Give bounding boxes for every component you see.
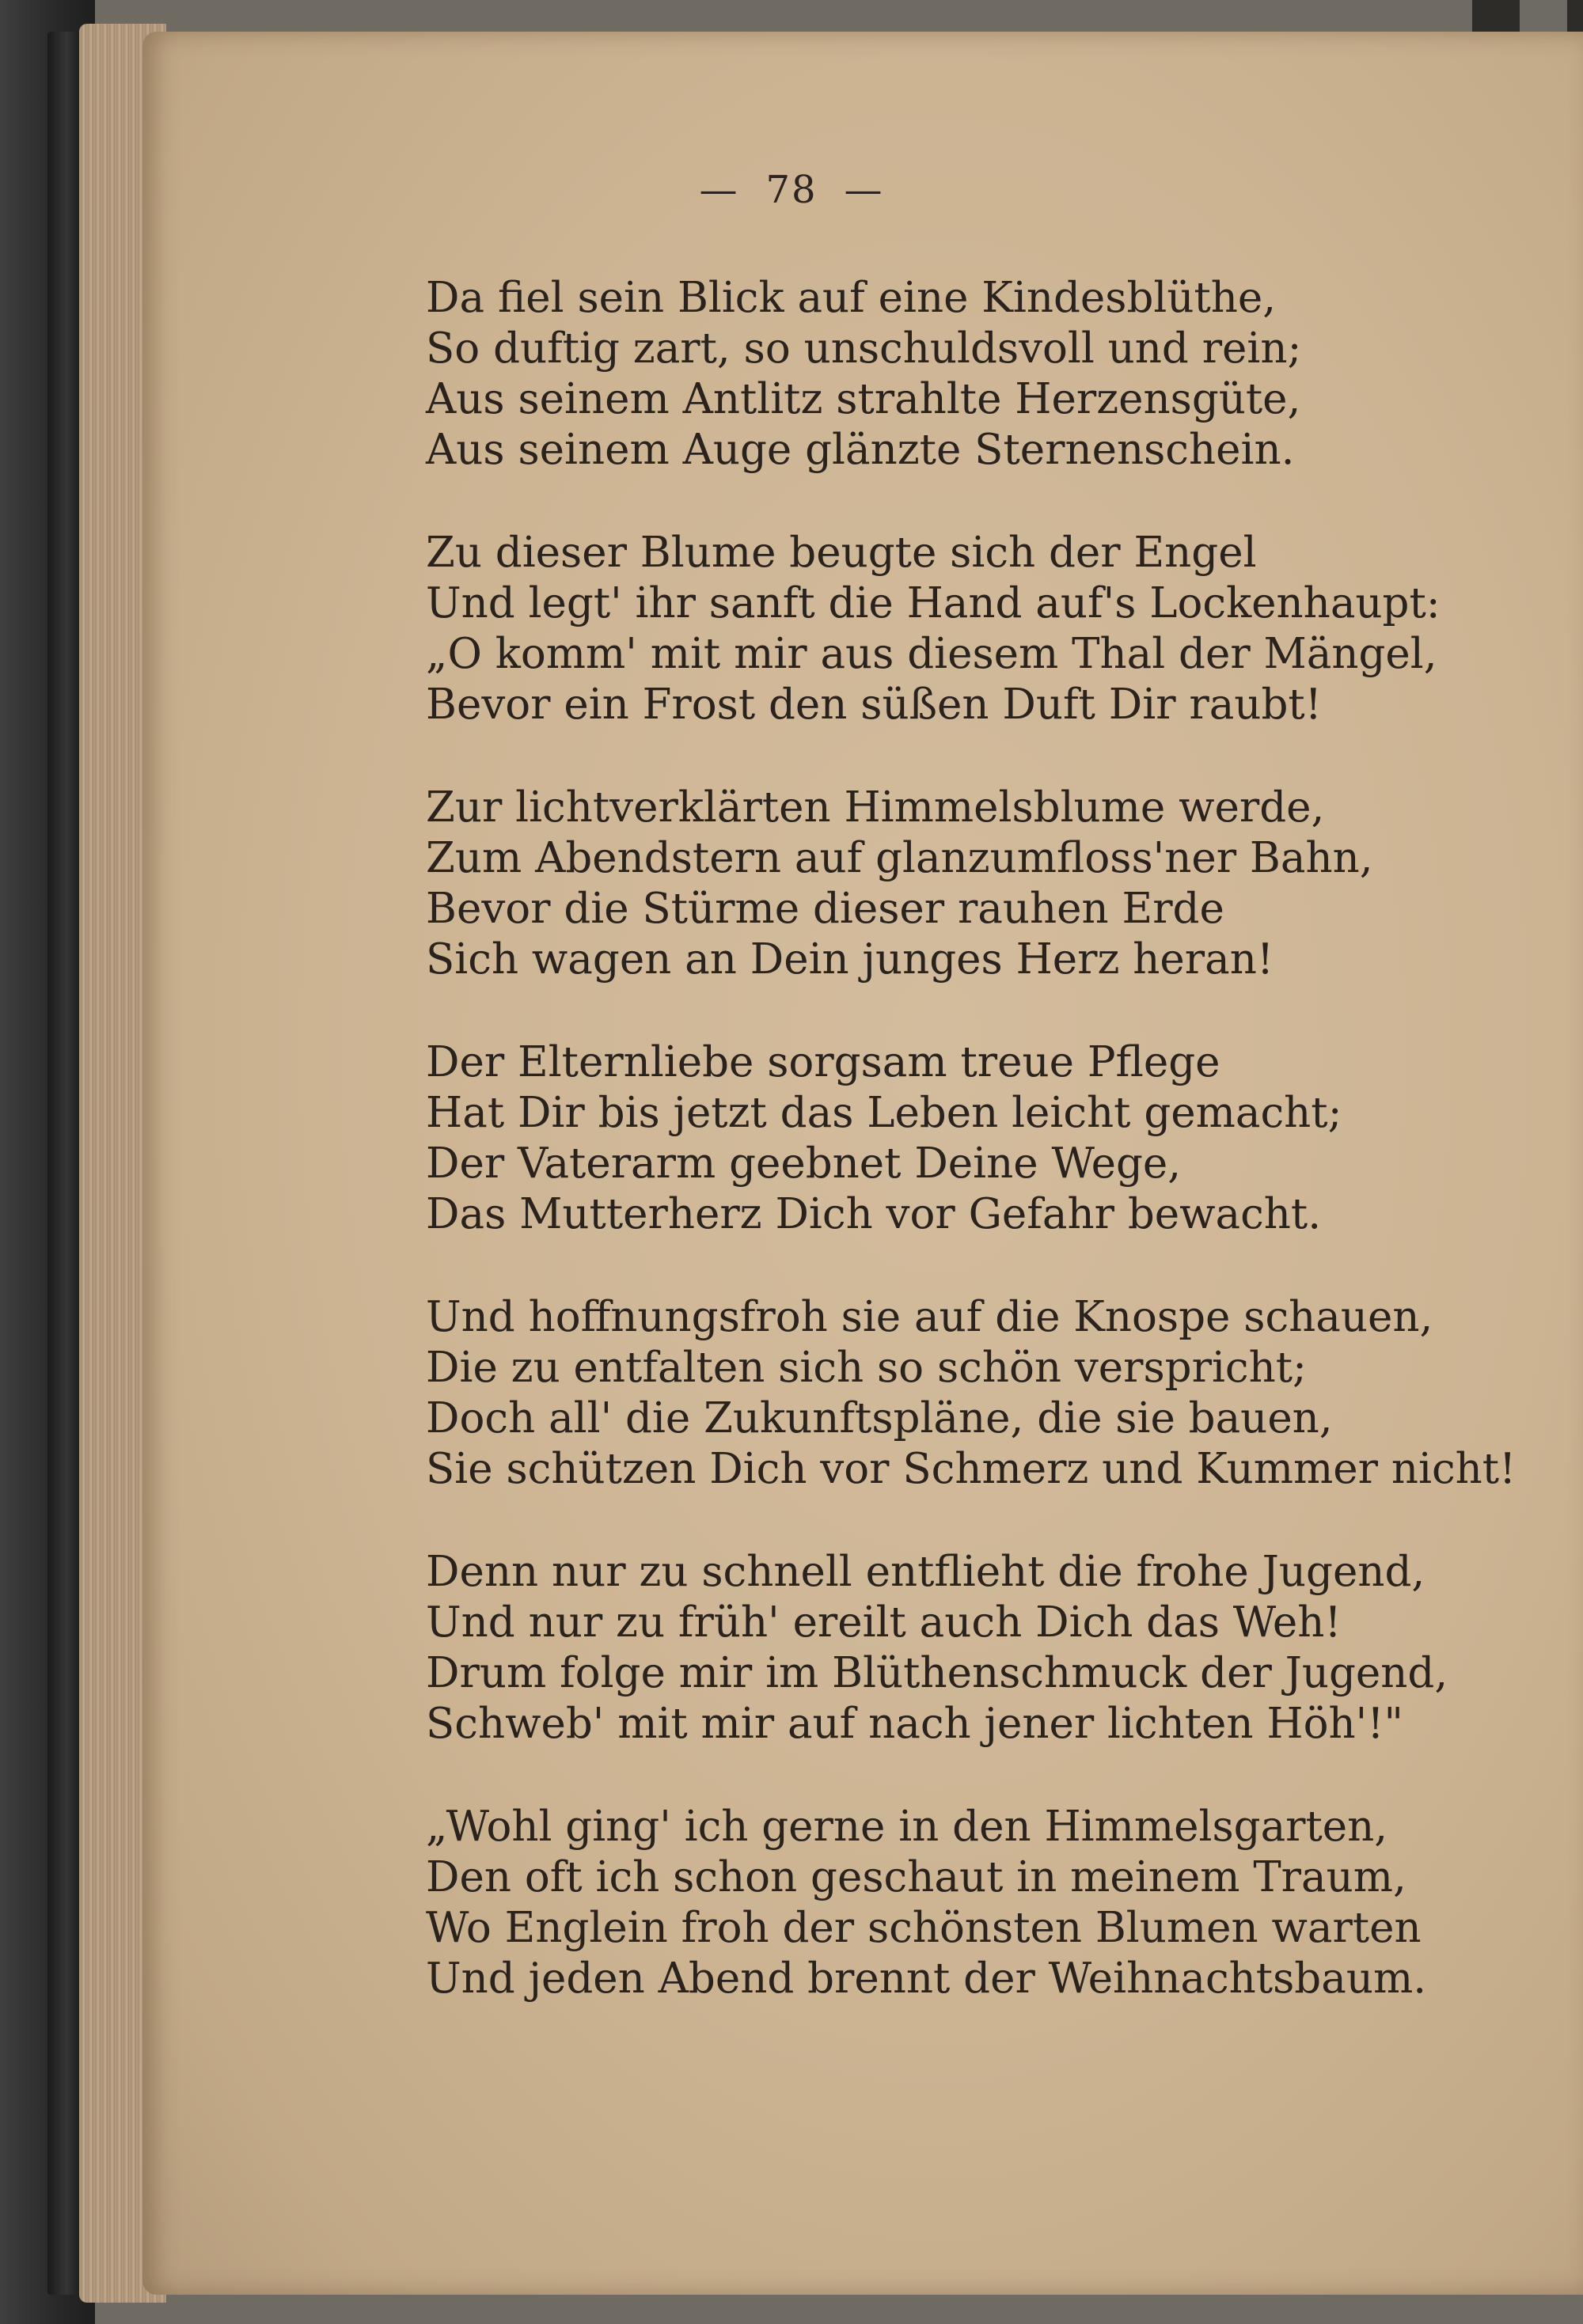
poem-line: Die zu entfalten sich so schön verspricht; bbox=[426, 1344, 1307, 1392]
poem-line: Der Vaterarm geebnet Deine Wege, bbox=[426, 1139, 1182, 1188]
page-number-dash-right: — bbox=[844, 168, 884, 212]
poem-line: Das Mutterherz Dich vor Gefahr bewacht. bbox=[426, 1190, 1322, 1238]
stanza-3 bbox=[426, 783, 1566, 985]
poem-line: „O komm' mit mir aus diesem Thal der Mängel, bbox=[426, 630, 1437, 678]
poem-line: Wo Englein froh der schönsten Blumen warten bbox=[426, 1904, 1422, 1952]
poem-line: Sie schützen Dich vor Schmerz und Kummer nicht! bbox=[426, 1445, 1517, 1493]
poem-text bbox=[426, 273, 1566, 2057]
poem-line: Zur lichtverklärten Himmelsblume werde, bbox=[426, 783, 1325, 832]
poem-line: Aus seinem Antlitz strahlte Herzensgüte, bbox=[426, 375, 1301, 423]
page-number: 78 bbox=[765, 168, 818, 212]
poem-line: Aus seinem Auge glänzte Sternenschein. bbox=[426, 426, 1295, 474]
poem-line: Der Elternliebe sorgsam treue Pflege bbox=[426, 1038, 1220, 1086]
poem-line: Zu dieser Blume beugte sich der Engel bbox=[426, 529, 1257, 577]
stanza-7 bbox=[426, 1802, 1566, 2004]
stanza-2 bbox=[426, 528, 1566, 730]
page-number-header bbox=[0, 168, 1583, 212]
cover-edge bbox=[47, 32, 79, 2295]
poem-line: Doch all' die Zukunftspläne, die sie bauen, bbox=[426, 1394, 1333, 1443]
poem-line: Sich wagen an Dein junges Herz heran! bbox=[426, 935, 1274, 984]
poem-line: So duftig zart, so unschuldsvoll und rein; bbox=[426, 324, 1302, 373]
poem-line: Hat Dir bis jetzt das Leben leicht gemacht; bbox=[426, 1089, 1342, 1137]
stanza-6 bbox=[426, 1547, 1566, 1750]
poem-line: Und legt' ihr sanft die Hand auf's Lockenhaupt: bbox=[426, 579, 1441, 627]
stanza-4 bbox=[426, 1037, 1566, 1240]
poem-line: Denn nur zu schnell entflieht die frohe Jugend, bbox=[426, 1548, 1425, 1596]
page-number-dash-left: — bbox=[699, 168, 739, 212]
poem-line: Und nur zu früh' ereilt auch Dich das Weh! bbox=[426, 1598, 1342, 1647]
poem-line: „Wohl ging' ich gerne in den Himmelsgarten, bbox=[426, 1803, 1388, 1851]
poem-line: Bevor die Stürme dieser rauhen Erde bbox=[426, 885, 1224, 933]
poem-line: Und hoffnungsfroh sie auf die Knospe schauen, bbox=[426, 1293, 1433, 1341]
poem-line: Bevor ein Frost den süßen Duft Dir raubt! bbox=[426, 681, 1322, 729]
stanza-1 bbox=[426, 273, 1566, 476]
stanza-5 bbox=[426, 1292, 1566, 1495]
poem-line: Drum folge mir im Blüthenschmuck der Jugend, bbox=[426, 1649, 1448, 1697]
poem-line: Und jeden Abend brennt der Weihnachtsbaum. bbox=[426, 1954, 1427, 2003]
poem-line: Schweb' mit mir auf nach jener lichten Höh'!" bbox=[426, 1700, 1403, 1748]
poem-line: Zum Abendstern auf glanzumfloss'ner Bahn, bbox=[426, 834, 1373, 882]
poem-line: Da fiel sein Blick auf eine Kindesblüthe, bbox=[426, 274, 1277, 322]
poem-line: Den oft ich schon geschaut in meinem Traum, bbox=[426, 1853, 1406, 1901]
